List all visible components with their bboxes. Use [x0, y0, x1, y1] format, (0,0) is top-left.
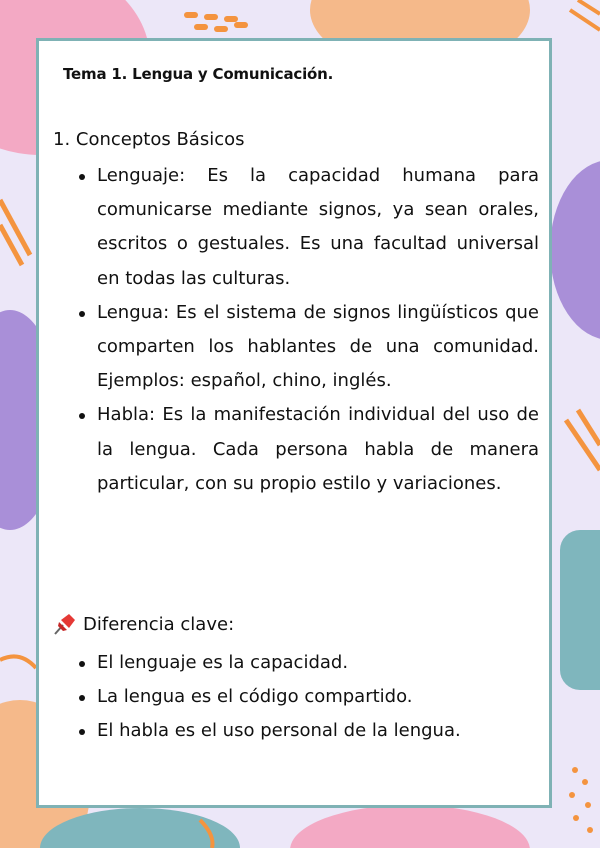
definition-text: : Es el sistema de signos lingüísticos que comparten los hablantes de una comunidad. Ejemplos: español, chino, inglés.	[97, 301, 539, 392]
definition-lengua	[75, 296, 539, 399]
key-points-list	[75, 646, 539, 749]
definition-lenguaje	[75, 159, 539, 296]
key-difference-heading	[51, 612, 234, 636]
section-heading: 1. Conceptos Básicos	[53, 129, 245, 150]
definition-term: Lengua	[97, 301, 164, 323]
definitions-list	[75, 159, 539, 501]
page-title: Tema 1. Lengua y Comunicación.	[63, 65, 334, 83]
key-point: La lengua es el código compartido.	[75, 680, 539, 714]
key-point: El lenguaje es la capacidad.	[75, 646, 539, 680]
definition-term: Lenguaje	[97, 165, 180, 186]
key-difference-label: Diferencia clave:	[83, 613, 235, 635]
pushpin-icon	[51, 612, 77, 636]
definition-text: : Es la manifestación individual del uso de la lengua. Cada persona habla de manera particular, con su propio estilo y variaciones.	[97, 404, 539, 494]
definition-habla	[75, 398, 539, 501]
definition-text: : Es la capacidad humana para comunicarse mediante signos, ya sean orales, escritos o gestuales. Es una facultad universal en todas las culturas.	[97, 165, 539, 289]
key-point: El habla es el uso personal de la lengua.	[75, 714, 539, 748]
definition-term: Habla	[97, 404, 150, 426]
content-card	[36, 38, 552, 808]
